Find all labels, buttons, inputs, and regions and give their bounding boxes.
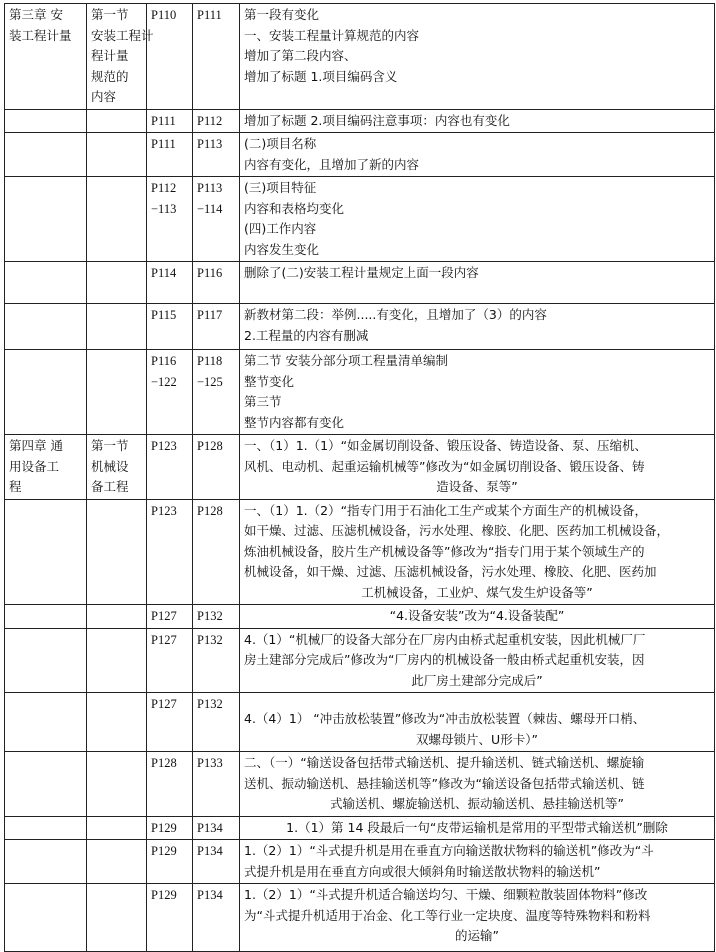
chapter-cell <box>5 605 87 629</box>
content-line: 如干燥、过滤、压滤机械设备，污水处理、橡胶、化肥、医药加工机械设备， <box>244 523 670 538</box>
content-line: 内容有变化，且增加了新的内容 <box>244 156 420 172</box>
old-page: P128 <box>151 756 177 770</box>
content-cell <box>240 884 715 952</box>
section-cell <box>87 628 147 693</box>
section-cell <box>87 177 147 262</box>
table-row <box>5 435 715 500</box>
section-line: 第一节 <box>91 438 129 453</box>
content-cell <box>240 435 715 500</box>
content-line: 整节变化 <box>244 373 295 389</box>
table-row <box>5 840 715 884</box>
content-cell <box>240 816 715 840</box>
chapter-cell <box>5 752 87 817</box>
chapter-cell <box>5 262 87 304</box>
section-cell <box>87 840 147 884</box>
chapter-cell <box>5 133 87 177</box>
old-page: −113 <box>151 201 177 216</box>
table-row <box>5 4 715 110</box>
content-line: 一、（1）1.（1）“如金属切削设备、锻压设备、铸造设备、泵、压缩机、 <box>244 438 648 453</box>
old-page-cell <box>147 109 193 133</box>
new-page: P134 <box>197 844 223 858</box>
content-cell <box>240 499 715 605</box>
old-page: P115 <box>151 308 177 322</box>
old-page-cell <box>147 816 193 840</box>
new-page: P118 <box>197 354 223 368</box>
content-cell <box>240 752 715 817</box>
new-page-cell <box>193 4 240 110</box>
section-cell <box>87 752 147 817</box>
new-page: P134 <box>197 820 223 835</box>
section-cell <box>87 693 147 752</box>
new-page-cell <box>193 262 240 304</box>
new-page-cell <box>193 693 240 752</box>
old-page: P127 <box>151 609 177 623</box>
content-line: 增加了标题 2.项目编码注意事项：内容也有变化 <box>244 112 510 128</box>
old-page-cell <box>147 177 193 262</box>
table-row <box>5 628 715 693</box>
chapter-cell <box>5 109 87 133</box>
new-page-cell <box>193 499 240 605</box>
content-line: 内容发生变化 <box>244 241 320 257</box>
section-cell <box>87 304 147 350</box>
content-cell <box>240 109 715 133</box>
new-page-cell <box>193 752 240 817</box>
section-cell <box>87 350 147 435</box>
old-page-cell <box>147 693 193 752</box>
table-row <box>5 884 715 952</box>
content-line: 1.（2）1）“斗式提升机适合输送均匀、干燥、细颗粒散装固体物料”修改 <box>244 887 648 902</box>
new-page: P132 <box>197 609 223 623</box>
new-page: −125 <box>197 374 223 389</box>
new-page-cell <box>193 304 240 350</box>
new-page-cell <box>193 109 240 133</box>
new-page-cell <box>193 840 240 884</box>
content-line: (四)工作内容 <box>244 221 317 236</box>
content-line: 此厂房土建部分完成后” <box>411 672 543 688</box>
section-cell <box>87 109 147 133</box>
content-line: 为“斗式提升机适用于冶金、化工等行业一定块度、温度等特殊物料和粉料 <box>244 907 651 923</box>
old-page: P114 <box>151 266 177 280</box>
content-line: 一、安装工程量计算规范的内容 <box>244 27 420 43</box>
old-page-cell <box>147 752 193 817</box>
chapter-cell <box>5 4 87 110</box>
content-cell <box>240 4 715 110</box>
old-page: P123 <box>151 439 177 453</box>
section-line: 第一节 <box>91 7 129 22</box>
content-line: 2.工程量的内容有删减 <box>244 327 369 343</box>
new-page-cell <box>193 628 240 693</box>
old-page: P123 <box>151 503 177 518</box>
content-line: 机械设备，如干燥、过滤、压滤机械设备，污水处理、橡胶、化肥、医药加 <box>244 564 657 579</box>
table-row <box>5 177 715 262</box>
content-line: 风机、电动机、起重运输机械等”修改为“如金属切削设备、锻压设备、铸 <box>244 458 645 474</box>
section-line: 规范的 <box>91 68 129 84</box>
old-page-cell <box>147 4 193 110</box>
table-row <box>5 304 715 350</box>
content-line: 内容和表格均变化 <box>244 200 345 216</box>
content-cell <box>240 350 715 435</box>
chapter-line: 装工程计量 <box>9 27 72 43</box>
table-row <box>5 499 715 605</box>
content-line: 式提升机是用在垂直方向或很大倾斜角时输送散状物料的输送机” <box>244 863 601 879</box>
section-cell <box>87 499 147 605</box>
section-line: 机械设 <box>91 458 129 474</box>
content-cell <box>240 605 715 629</box>
table-row <box>5 262 715 304</box>
old-page: P127 <box>151 697 177 711</box>
content-line: 工机械设备，工业炉、煤气发生炉设备等” <box>361 584 593 600</box>
new-page-cell <box>193 884 240 952</box>
new-page-cell <box>193 816 240 840</box>
chapter-cell <box>5 350 87 435</box>
chapter-cell <box>5 177 87 262</box>
content-line: 删除了(二)安装工程计量规定上面一段内容 <box>244 265 479 280</box>
new-page: P113 <box>197 181 223 195</box>
content-line: “4.设备安装”改为“4.设备装配” <box>389 608 565 623</box>
new-page: P128 <box>197 439 223 453</box>
content-line: 双螺母锁片、U形卡）” <box>416 731 538 747</box>
chapter-cell <box>5 499 87 605</box>
table-row <box>5 816 715 840</box>
section-line: 内容 <box>91 89 117 104</box>
content-line: (二)项目名称 <box>244 136 317 151</box>
content-line: 第三节 <box>244 394 282 409</box>
old-page-cell <box>147 435 193 500</box>
table-row <box>5 109 715 133</box>
old-page: P111 <box>151 113 176 128</box>
section-line: 备工程 <box>91 479 129 494</box>
chapter-cell <box>5 693 87 752</box>
new-page: P117 <box>197 308 223 322</box>
content-line: 1.（1）第 14 段最后一句“皮带运输机是常用的平型带式输送机”删除 <box>286 819 668 835</box>
old-page-cell <box>147 350 193 435</box>
section-cell <box>87 4 154 110</box>
content-line: 新教材第二段：举例.....有变化，且增加了（3）的内容 <box>244 307 547 322</box>
old-page-cell <box>147 262 193 304</box>
content-cell <box>240 133 715 177</box>
content-line: 第二节 安装分部分项工程量清单编制 <box>244 353 448 368</box>
old-page-cell <box>147 133 193 177</box>
content-line: 造设备、泵等” <box>436 479 518 494</box>
new-page-cell <box>193 350 240 435</box>
table-row <box>5 693 715 752</box>
content-line: 一、（1）1.（2）“指专门用于石油化工生产或某个方面生产的机械设备， <box>244 502 648 518</box>
old-page: P129 <box>151 888 177 902</box>
old-page-cell <box>147 605 193 629</box>
old-page-cell <box>147 884 193 952</box>
old-page-cell <box>147 628 193 693</box>
chapter-line: 第三章 安 <box>9 7 63 22</box>
section-cell <box>87 884 147 952</box>
new-page: P113 <box>197 137 223 151</box>
new-page: P128 <box>197 503 223 518</box>
section-cell <box>87 262 147 304</box>
chapter-cell <box>5 816 87 840</box>
content-cell <box>240 304 715 350</box>
table-row <box>5 133 715 177</box>
old-page: P127 <box>151 632 177 647</box>
new-page-cell <box>193 177 240 262</box>
chapter-line: 第四章 通 <box>9 438 63 453</box>
new-page: P132 <box>197 697 223 711</box>
old-page: −122 <box>151 374 177 389</box>
old-page-cell <box>147 840 193 884</box>
section-cell <box>87 435 147 500</box>
old-page: P116 <box>151 354 177 368</box>
content-line: 增加了标题 1.项目编码含义 <box>244 68 398 84</box>
table-row <box>5 605 715 629</box>
new-page: P132 <box>197 632 223 647</box>
section-cell <box>87 133 147 177</box>
new-page-cell <box>193 133 240 177</box>
old-page-cell <box>147 499 193 605</box>
change-comparison-table <box>4 3 715 952</box>
section-line: 程计量 <box>91 48 129 63</box>
old-page: P129 <box>151 820 177 835</box>
chapter-cell <box>5 435 87 500</box>
chapter-cell <box>5 840 87 884</box>
content-line: 送机、振动输送机、悬挂输送机等”修改为“输送设备包括带式输送机、链 <box>244 775 645 791</box>
content-cell <box>240 177 715 262</box>
content-line: 炼油机械设备，胶片生产机械设备等”修改为“指专门用于某个领域生产的 <box>244 543 645 559</box>
content-line: 二、（一）“输送设备包括带式输送机、提升输送机、链式输送机、螺旋输 <box>244 755 645 770</box>
content-line: (三)项目特征 <box>244 180 317 195</box>
content-cell <box>240 628 715 693</box>
section-line: 安装工程计 <box>91 27 154 43</box>
content-line: 式输送机、螺旋输送机、振动输送机、悬挂输送机等” <box>330 796 624 811</box>
new-page: P133 <box>197 756 223 770</box>
content-line: 的运输” <box>455 928 499 943</box>
chapter-cell <box>5 884 87 952</box>
new-page: P116 <box>197 266 223 280</box>
content-cell <box>240 262 715 304</box>
table-row <box>5 350 715 435</box>
content-line: 1.（2）1）“斗式提升机是用在垂直方向输送散状物料的输送机”修改为“斗 <box>244 843 654 858</box>
content-line: 房土建部分完成后”修改为“厂房内的机械设备一般由桥式起重机安装，因 <box>244 652 645 667</box>
new-page: −114 <box>197 201 223 216</box>
content-line: 第一段有变化 <box>244 7 320 22</box>
section-cell <box>87 816 147 840</box>
chapter-line: 程 <box>9 479 22 494</box>
content-cell <box>240 840 715 884</box>
content-line: 4.（4）1） “冲击放松装置”修改为“冲击放松装置（棘齿、螺母开口梢、 <box>244 711 646 726</box>
chapter-cell <box>5 628 87 693</box>
table-row <box>5 752 715 817</box>
content-line: 4.（1）“机械厂的设备大部分在厂房内由桥式起重机安装，因此机械厂厂 <box>244 631 646 647</box>
new-page-cell <box>193 605 240 629</box>
new-page: P112 <box>197 113 223 128</box>
content-line: 整节内容都有变化 <box>244 414 345 430</box>
new-page-cell <box>193 435 240 500</box>
old-page-cell <box>147 304 193 350</box>
content-cell <box>240 693 715 752</box>
chapter-line: 用设备工 <box>9 458 60 474</box>
new-page: P134 <box>197 888 223 902</box>
old-page: P110 <box>151 8 177 22</box>
old-page: P111 <box>151 137 176 151</box>
section-cell <box>87 605 147 629</box>
chapter-cell <box>5 304 87 350</box>
old-page: P129 <box>151 844 177 858</box>
old-page: P112 <box>151 181 177 195</box>
new-page: P111 <box>197 8 222 22</box>
content-line: 增加了第二段内容、 <box>244 48 357 63</box>
